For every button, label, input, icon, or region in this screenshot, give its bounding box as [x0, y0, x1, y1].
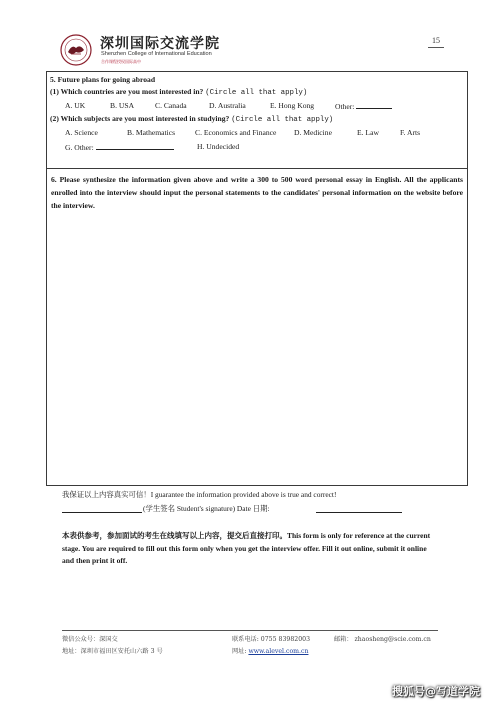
country-option-other[interactable] [335, 101, 392, 111]
subject-option-law[interactable]: E. Law [357, 128, 379, 137]
subject-option-mathematics[interactable]: B. Mathematics [127, 128, 176, 137]
footer-email-label: 邮箱： [334, 636, 353, 643]
countries-question [50, 87, 307, 97]
country-option-uk[interactable]: A. UK [65, 101, 86, 110]
subject-option-arts[interactable]: F. Arts [400, 128, 421, 137]
future-plans-section [46, 71, 468, 169]
subject-option-economics[interactable]: C. Economics and Finance [195, 128, 277, 137]
date-field[interactable] [316, 504, 402, 513]
page-number-rule [428, 47, 444, 48]
country-option-canada[interactable]: C. Canada [155, 101, 187, 110]
footer-phone: 联系电话: 0755 83982003 [232, 636, 311, 643]
country-other-label: Other: [335, 102, 355, 111]
guarantee-statement: 我保证以上内容真实可信！I guarantee the information provided above is true and correct! [62, 490, 337, 499]
section-5-title: 5. Future plans for going abroad [50, 75, 156, 84]
signature-label: (学生签名 Student's signature) Date 日期: [143, 504, 270, 513]
personal-essay-section[interactable] [46, 169, 468, 486]
subject-other-label: G. Other: [65, 143, 94, 152]
school-name-cn: 深圳国际交流学院 [100, 36, 220, 52]
subject-option-undecided[interactable]: H. Undecided [197, 142, 240, 151]
country-option-hong-kong[interactable]: E. Hong Kong [270, 101, 315, 110]
signature-field[interactable] [62, 504, 142, 513]
school-subtitle: 合作课程授权国际高中 [101, 59, 141, 64]
essay-instructions: 6. Please synthesize the information given above and write a 300 to 500 word personal essay in English. All the applicants enrolled into the interview should input the personal statements to the candidates' personal information on the website before the interview. [51, 175, 463, 210]
country-other-blank[interactable] [356, 101, 392, 109]
subject-other-blank[interactable] [96, 142, 174, 150]
footer-email-address[interactable]: zhaosheng@scie.com.cn [354, 636, 431, 643]
country-option-usa[interactable]: B. USA [110, 101, 135, 110]
reference-notice: 本表供参考，参加面试的考生在线填写以上内容，提交后直接打印。This form is only for reference at the current stage. You are required to fill out this form only when you get the interview offer. Fill it out online, submit it online and then print it off. [62, 531, 431, 566]
footer-website [232, 646, 308, 655]
school-name-en: Shenzhen College of International Education [101, 51, 212, 57]
footer-rule [62, 630, 438, 631]
subject-option-science[interactable]: A. Science [65, 128, 98, 137]
footer-website-label: 网址: [232, 648, 247, 655]
footer-address: 地址：深圳市福田区安托山六路 3 号 [62, 648, 163, 655]
footer-email [334, 634, 431, 643]
countries-hint: (Circle all that apply) [205, 89, 308, 97]
country-option-australia[interactable]: D. Australia [209, 101, 246, 110]
footer-website-link[interactable]: www.alevel.com.cn [248, 648, 309, 655]
page-number: 15 [432, 36, 440, 45]
subject-option-medicine[interactable]: D. Medicine [294, 128, 332, 137]
countries-prompt: (1) Which countries are you most interested in? [50, 87, 204, 96]
subjects-question [50, 114, 333, 124]
subject-option-other[interactable] [65, 142, 174, 152]
footer-wechat: 微信公众号：深国交 [62, 636, 118, 643]
sohu-watermark: 搜狐号@写道学院 [392, 685, 480, 698]
school-emblem-icon [60, 34, 92, 66]
subjects-hint: (Circle all that apply) [231, 116, 334, 124]
subjects-prompt: (2) Which subjects are you most interested in studying? [50, 114, 230, 123]
